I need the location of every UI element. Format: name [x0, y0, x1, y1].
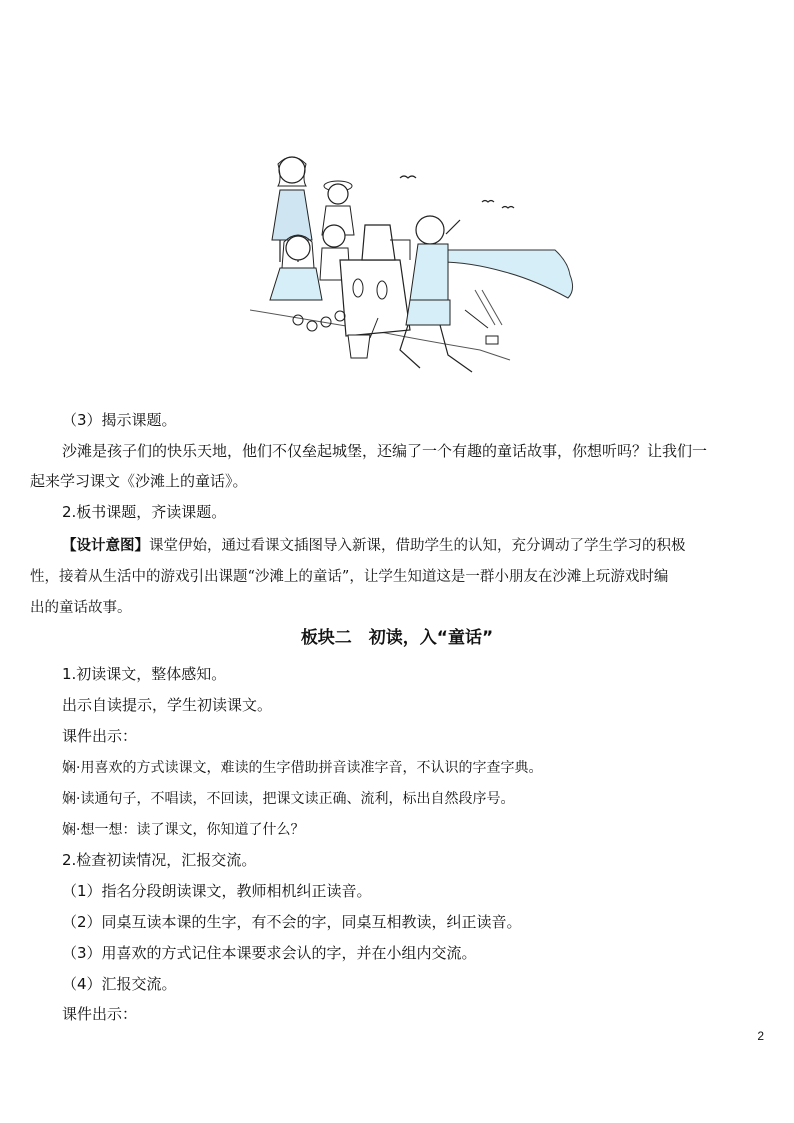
step2-paragraph: 2.检查初读情况，汇报交流。: [62, 851, 257, 869]
design-intent-line3: 出的童话故事。: [30, 600, 132, 616]
design-intent-line1: 课堂伊始，通过看课文插图导入新课，借助学生的认知，充分调动了学生学习的积极: [149, 538, 686, 554]
substep-4: （4）汇报交流。: [62, 975, 177, 993]
substep-1: （1）指名分段朗读课文，教师相机纠正读音。: [62, 882, 372, 900]
reading-tip-2: 娴·读通句子，不唱读，不回读，把课文读正确、流利，标出自然段序号。: [62, 791, 515, 807]
design-intent-line2: 性，接着从生活中的游戏引出课题“沙滩上的童话”，让学生知道这是一群小朋友在沙滩上玩游戏时编: [30, 569, 669, 585]
section-heading: 板块二 初读，入“童话”: [300, 628, 494, 648]
intro-paragraph-line2: 起来学习课文《沙滩上的童话》。: [30, 472, 248, 490]
intro-paragraph-line1: 沙滩是孩子们的快乐天地，他们不仅垒起城堡，还编了一个有趣的童话故事，你想听吗？让我们一: [62, 442, 708, 460]
courseware-label-1: 课件出示：: [62, 727, 138, 745]
reading-tip-1: 娴·用喜欢的方式读课文，难读的生字借助拼音读准字音，不认识的字查字典。: [62, 760, 543, 776]
beach-children-illustration: [250, 150, 580, 385]
design-intent-block: [30, 531, 750, 624]
substep-2: （2）同桌互读本课的生字，有不会的字，同桌互相教读，纠正读音。: [62, 913, 522, 931]
design-intent-tag: 【设计意图】: [62, 538, 149, 554]
page-number: 2: [757, 1029, 764, 1043]
step1-paragraph: 1.初读课文，整体感知。: [62, 665, 227, 683]
substep-3: （3）用喜欢的方式记住本课要求会认的字，并在小组内交流。: [62, 944, 477, 962]
reading-tip-3: 娴·想一想：读了课文，你知道了什么？: [62, 822, 305, 838]
board-title-paragraph: 2.板书课题，齐读课题。: [62, 503, 227, 521]
step1-hint-paragraph: 出示自读提示，学生初读课文。: [62, 696, 273, 714]
courseware-label-2: 课件出示：: [62, 1005, 138, 1023]
reveal-title-paragraph: （3）揭示课题。: [62, 411, 177, 429]
